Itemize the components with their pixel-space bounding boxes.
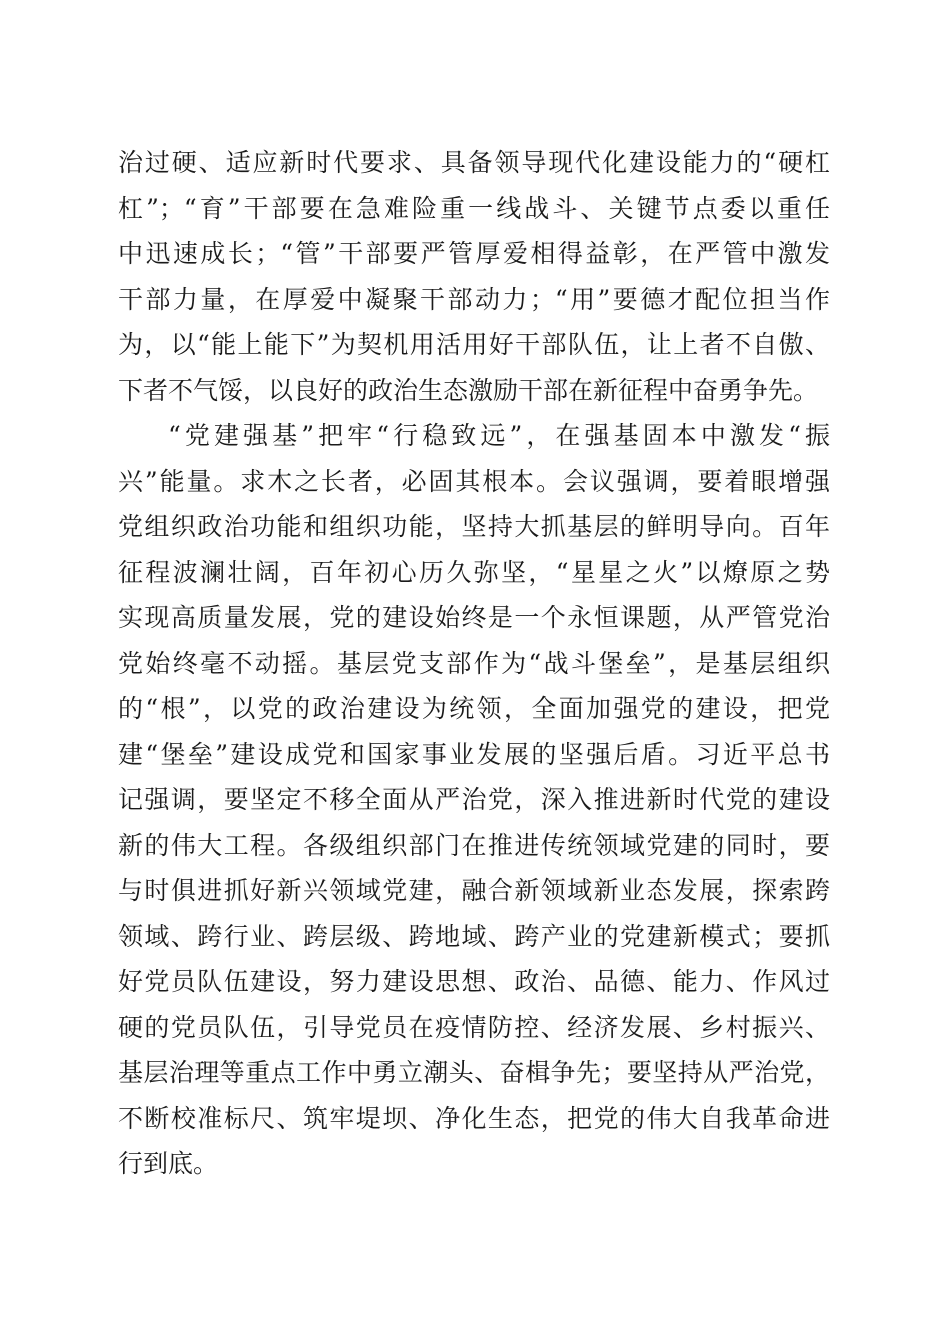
paragraph-line: 实现高质量发展，党的建设始终是一个永恒课题，从严管党治 (118, 603, 830, 632)
paragraph-line: 领域、跨行业、跨层级、跨地域、跨产业的党建新模式；要抓 (118, 921, 830, 951)
paragraph-line: 基层治理等重点工作中勇立潮头、奋楫争先；要坚持从严治党， (118, 1058, 830, 1087)
paragraph-line: 中迅速成长；“管”干部要严管厚爱相得益彰，在严管中激发 (118, 239, 830, 268)
paragraph-line: 干部力量，在厚爱中凝聚干部动力；“用”要德才配位担当作 (118, 284, 830, 314)
paragraph-line: 新的伟大工程。各级组织部门在推进传统领域党建的同时，要 (118, 830, 830, 860)
paragraph-line: 行到底。 (118, 1149, 219, 1178)
paragraph-line: 杠”；“育”干部要在急难险重一线战斗、关键节点委以重任 (118, 193, 830, 223)
paragraph-line: 治过硬、适应新时代要求、具备领导现代化建设能力的“硬杠 (118, 148, 830, 177)
body-text (118, 140, 830, 1187)
paragraph-line: 与时俱进抓好新兴领域党建，融合新领域新业态发展，探索跨 (118, 876, 830, 905)
paragraph-2 (118, 413, 830, 1187)
paragraph-1 (118, 140, 830, 413)
paragraph-line: 为，以“能上能下”为契机用活用好干部队伍，让上者不自傲、 (118, 330, 830, 359)
paragraph-line: 不断校准标尺、筑牢堤坝、净化生态，把党的伟大自我革命进 (118, 1103, 830, 1133)
paragraph-line: 下者不气馁，以良好的政治生态激励干部在新征程中奋勇争先。 (118, 375, 819, 405)
paragraph-line: 建“堡垒”建设成党和国家事业发展的坚强后盾。习近平总书 (118, 739, 830, 769)
paragraph-line: 硬的党员队伍，引导党员在疫情防控、经济发展、乡村振兴、 (118, 1012, 830, 1042)
paragraph-line: “党建强基”把牢“行稳致远”，在强基固本中激发“振 (168, 421, 830, 450)
paragraph-line: 兴”能量。求木之长者，必固其根本。会议强调，要着眼增强 (118, 466, 830, 496)
paragraph-line: 的“根”，以党的政治建设为统领，全面加强党的建设，把党 (118, 694, 830, 723)
paragraph-line: 记强调，要坚定不移全面从严治党，深入推进新时代党的建设 (118, 785, 830, 814)
paragraph-line: 党组织政治功能和组织功能，坚持大抓基层的鲜明导向。百年 (118, 512, 830, 541)
paragraph-line: 好党员队伍建设，努力建设思想、政治、品德、能力、作风过 (118, 967, 830, 996)
paragraph-line: 党始终毫不动摇。基层党支部作为“战斗堡垒”，是基层组织 (118, 648, 830, 678)
paragraph-line: 征程波澜壮阔，百年初心历久弥坚，“星星之火”以燎原之势 (118, 557, 830, 587)
